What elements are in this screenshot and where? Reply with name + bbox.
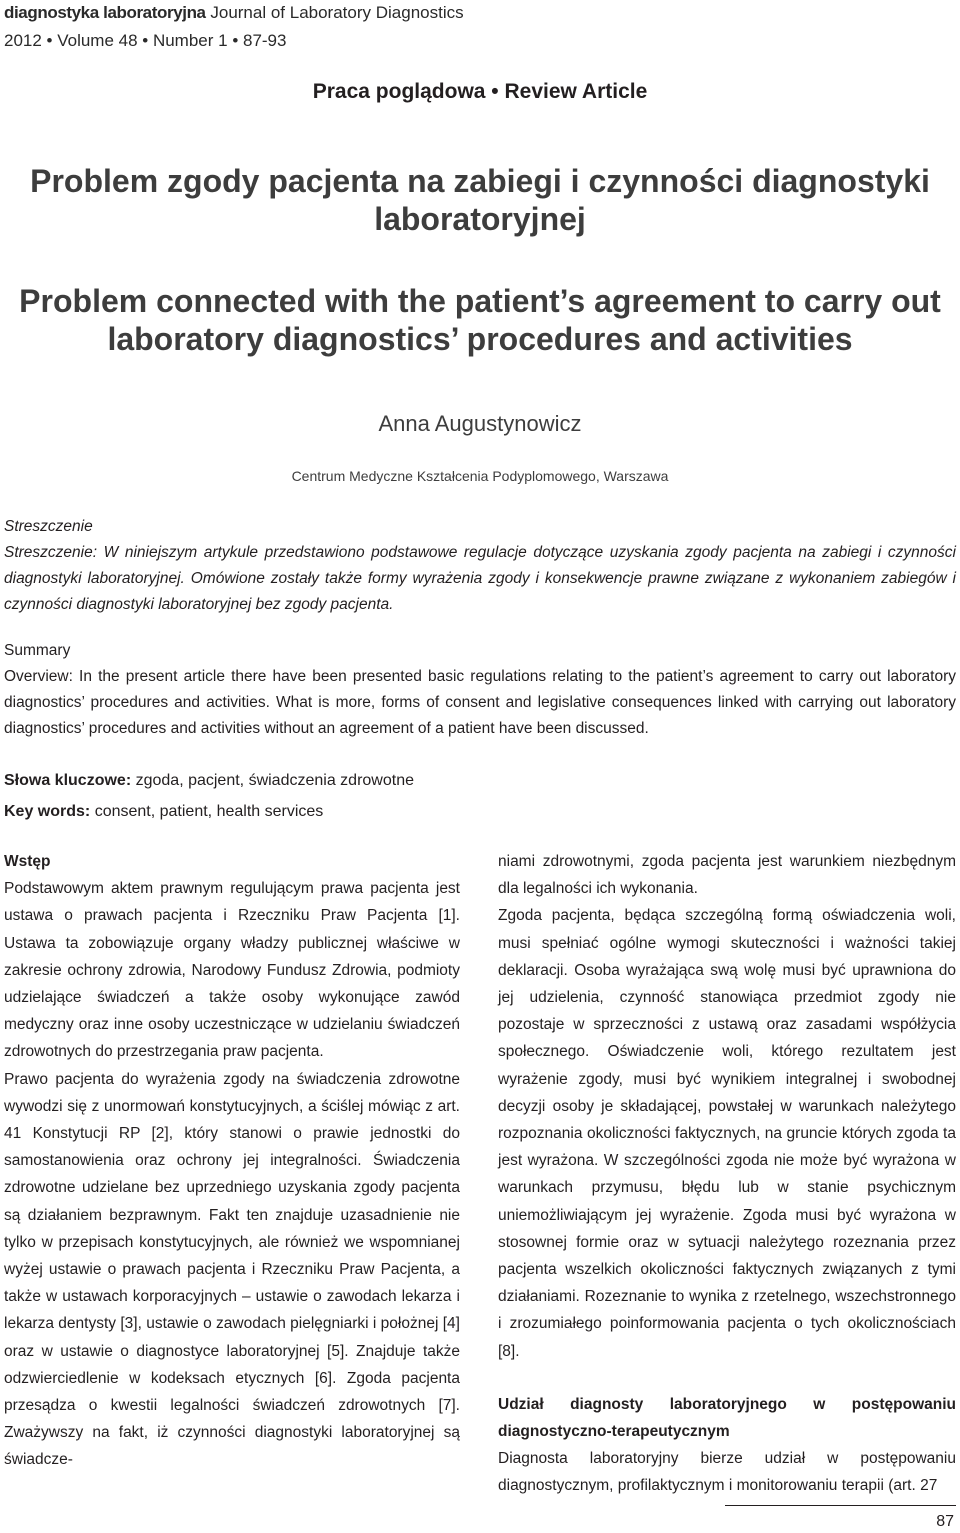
footer-rule [725,1505,956,1506]
title-polish: Problem zgody pacjenta na zabiegi i czynności diagnostyki laboratoryjnej [30,163,930,237]
paragraph: Podstawowym aktem prawnym regulującym prawa pacjenta jest ustawa o prawach pacjenta i Rzeczniku Praw Pacjenta [1]. Ustawa ta zobowiązuje organy władzy publicznej właściwe w zakresie ochrony zdrowia, Narodowy Fundusz Zdrowia, podmioty udzielające świadczeń a także osoby wykonujące zawód medyczny oraz inne osoby uczestniczące w udzielaniu świadczeń zdrowotnych do przestrzegania praw pacjenta. [4,880,460,1061]
abstract-polish [4,514,956,618]
keywords-english [4,803,323,821]
page-number: 87 [936,1513,954,1530]
keywords-english-label: Key words: [4,803,91,820]
title-english: Problem connected with the patient’s agreement to carry out laboratory diagnostics’ procedures and activities [19,283,941,357]
body-column-right [498,848,956,1500]
journal-title-line [4,2,464,24]
author-name: Anna Augustynowicz [378,411,582,436]
abstract-english-heading: Summary [4,642,71,659]
abstract-polish-text: Streszczenie: W niniejszym artykule przedstawiono podstawowe regulacje dotyczące uzyskania zgody pacjenta na zabiegi i czynności diagnostyki laboratoryjnej. Omówione zostały także formy wyrażenia zgody i konsekwencje prawne związane z wykonaniem zabiegów i czynności diagnostyki laboratoryjnej bez zgody pacjenta. [4,544,956,613]
paragraph: Diagnosta laboratoryjny bierze udział w postępowaniu diagnostycznym, profilaktycznym i monitorowaniu terapii (art. 27 [498,1450,956,1495]
paragraph: Prawo pacjenta do wyrażenia zgody na świadczenia zdrowotne wywodzi się z unormowań konstytucyjnych, a ściślej mówiąc z art. 41 Konstytucji RP [2], który stanowi o prawie jednostki do samostanowienia oraz ochrony jej integralności. Świadczenia zdrowotne udzielane bez uprzedniego uzyskania zgody pacjenta są działaniem bezprawnym. Fakt ten znajduje uzasadnienie nie tylko w przepisach konstytucyjnych, ale również we wspomnianej wyżej ustawie o prawach pacjenta i Rzeczniku Praw Pacjenta, a także w ustawach korporacyjnych – ustawie o zawodach lekarza i lekarza dentysty [3], ustawie o zawodach pielęgniarki i położnej [4] oraz w ustawie o diagnostyce laboratoryjnej [5]. Znajduje także odzwierciedlenie w kodeksach etycznych [6]. Zgoda pacjenta przesądza o kwestii legalności świadczeń zdrowotnych [7]. Zważywszy na fakt, iż czynności diagnostyki laboratoryjnej są świadcze- [4,1070,460,1469]
spacer [498,1365,956,1391]
abstract-english-text: Overview: In the present article there have been presented basic regulations relating to the patient’s agreement to carry out laboratory diagnostics’ procedures and activities. What is more, forms of consent and legislative consequences linked with carrying out laboratory diagnostics’ procedures and activities without an agreement of a patient have been discussed. [4,668,956,737]
paragraph: niami zdrowotnymi, zgoda pacjenta jest warunkiem niezbędnym dla legalności ich wykonania. [498,853,956,898]
article-type: Praca poglądowa • Review Article [312,80,648,103]
abstract-polish-heading: Streszczenie [4,518,93,535]
body-column-left [4,848,460,1474]
keywords-polish [4,772,414,790]
section-heading-role: Udział diagnosty laboratoryjnego w postępowaniu diagnostyczno-terapeutycznym [498,1395,956,1441]
keywords-english-value: consent, patient, health services [94,803,324,820]
author-affiliation: Centrum Medyczne Kształcenia Podyplomowego, Warszawa [291,468,669,484]
issue-info: 2012 • Volume 48 • Number 1 • 87-93 [4,31,287,50]
journal-header [4,2,464,52]
keywords-polish-label: Słowa kluczowe: [4,772,132,789]
abstract-english [4,638,956,742]
paragraph: Zgoda pacjenta, będąca szczególną formą oświadczenia woli, musi spełniać ogólne wymogi skuteczności i ważności takiej deklaracji. Osoba wyrażająca swą wolę musi być uprawniona do jej udzielenia, czynność stanowiąca przedmiot zgody nie pozostaje w sprzeczności z ustawą oraz zasadami współżycia społecznego. Oświadczenie woli, którego rezultatem jest wyrażenie zgody, musi być wynikiem integralnej i swobodnej decyzji osoby je składającej, powstałej w warunkach należytego rozpoznania okoliczności faktycznych, na gruncie których zgoda ta jest wyrażona. W szczególności zgoda nie może być wyrażona w warunkach przymusu, błędu lub w stanie psychicznym uniemożliwiającym jej wyrażenie. Zgoda musi być wyrażona w stosownej formie oraz w sytuacji należytego rozeznania przez pacjenta wszelkich okoliczności faktycznych związanych z tymi działaniami. Rozeznanie to wynika z rzetelnego, wszechstronnego i zrozumiałego poinformowania pacjenta o tych okolicznościach [8]. [498,907,956,1360]
keywords-polish-value: zgoda, pacjent, świadczenia zdrowotne [135,772,414,789]
journal-brand: diagnostyka laboratoryjna [4,3,206,22]
section-heading-intro: Wstęp [4,853,51,870]
journal-name: Journal of Laboratory Diagnostics [210,3,464,22]
